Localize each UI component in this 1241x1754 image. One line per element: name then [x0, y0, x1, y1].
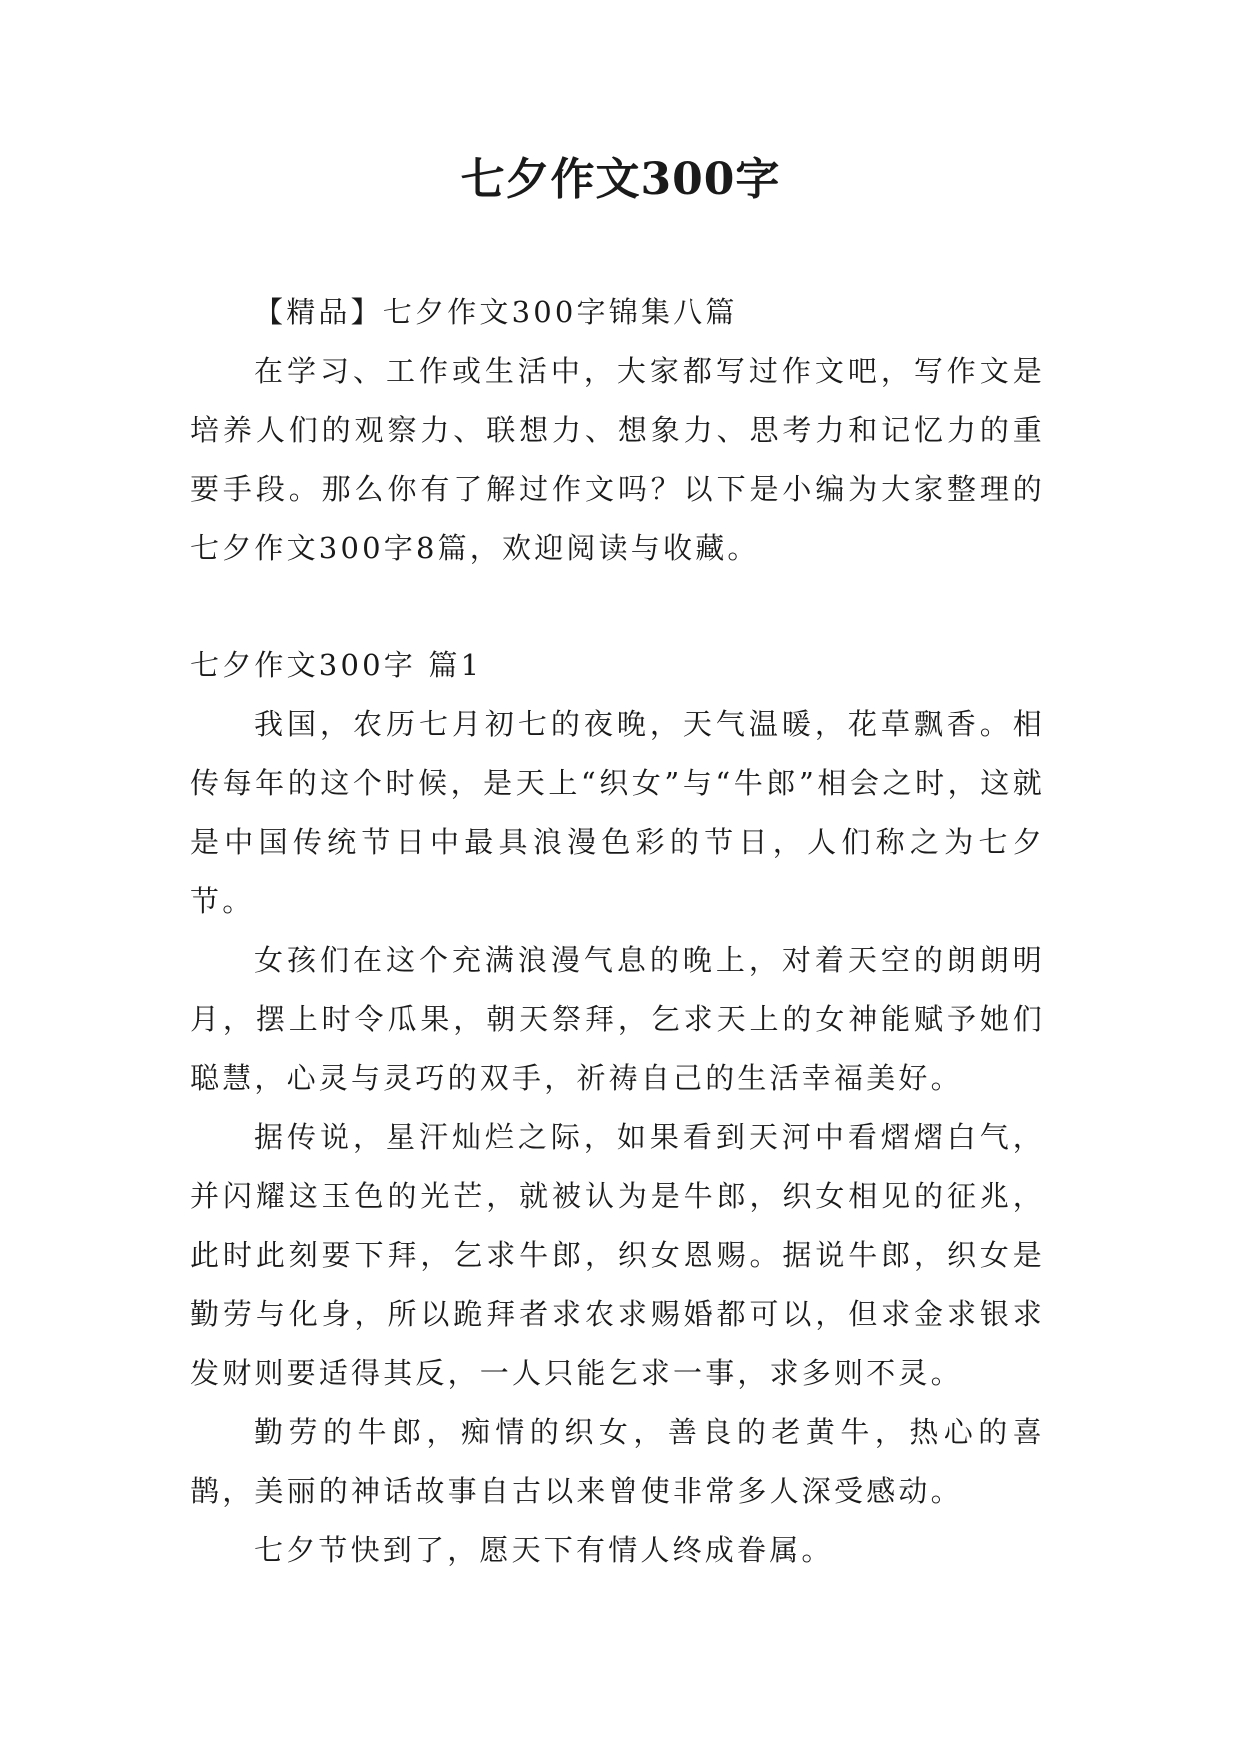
section-heading: 七夕作文300字 篇1 [190, 648, 483, 682]
document-subtitle: 【精品】七夕作文300字锦集八篇 [254, 295, 738, 329]
body-paragraph: 女孩们在这个充满浪漫气息的晚上，对着天空的朗朗明月，摆上时令瓜果，朝天祭拜，乞求天上的女神能赋予她们聪慧，心灵与灵巧的双手，祈祷自己的生活幸福美好。 [190, 943, 1045, 1095]
body-paragraph: 勤劳的牛郎，痴情的织女，善良的老黄牛，热心的喜鹊，美丽的神话故事自古以来曾使非常多人深受感动。 [190, 1415, 1045, 1508]
document-body [190, 283, 1045, 1580]
section-spacer [190, 578, 1045, 636]
document-title: 七夕作文300字 [460, 154, 781, 205]
body-paragraph: 据传说，星汗灿烂之际，如果看到天河中看熠熠白气，并闪耀这玉色的光芒，就被认为是牛郎，织女相见的征兆，此时此刻要下拜，乞求牛郎，织女恩赐。据说牛郎，织女是勤劳与化身，所以跪拜者求农求赐婚都可以，但求金求银求发财则要适得其反，一人只能乞求一事，求多则不灵。 [190, 1120, 1045, 1390]
intro-paragraph: 在学习、工作或生活中，大家都写过作文吧，写作文是培养人们的观察力、联想力、想象力、思考力和记忆力的重要手段。那么你有了解过作文吗？以下是小编为大家整理的七夕作文300字8篇，欢迎阅读与收藏。 [190, 354, 1045, 565]
body-paragraph: 我国，农历七月初七的夜晚，天气温暖，花草飘香。相传每年的这个时候，是天上“织女”与“牛郎”相会之时，这就是中国传统节日中最具浪漫色彩的节日，人们称之为七夕节。 [190, 707, 1045, 918]
body-paragraph: 七夕节快到了，愿天下有情人终成眷属。 [254, 1533, 834, 1567]
